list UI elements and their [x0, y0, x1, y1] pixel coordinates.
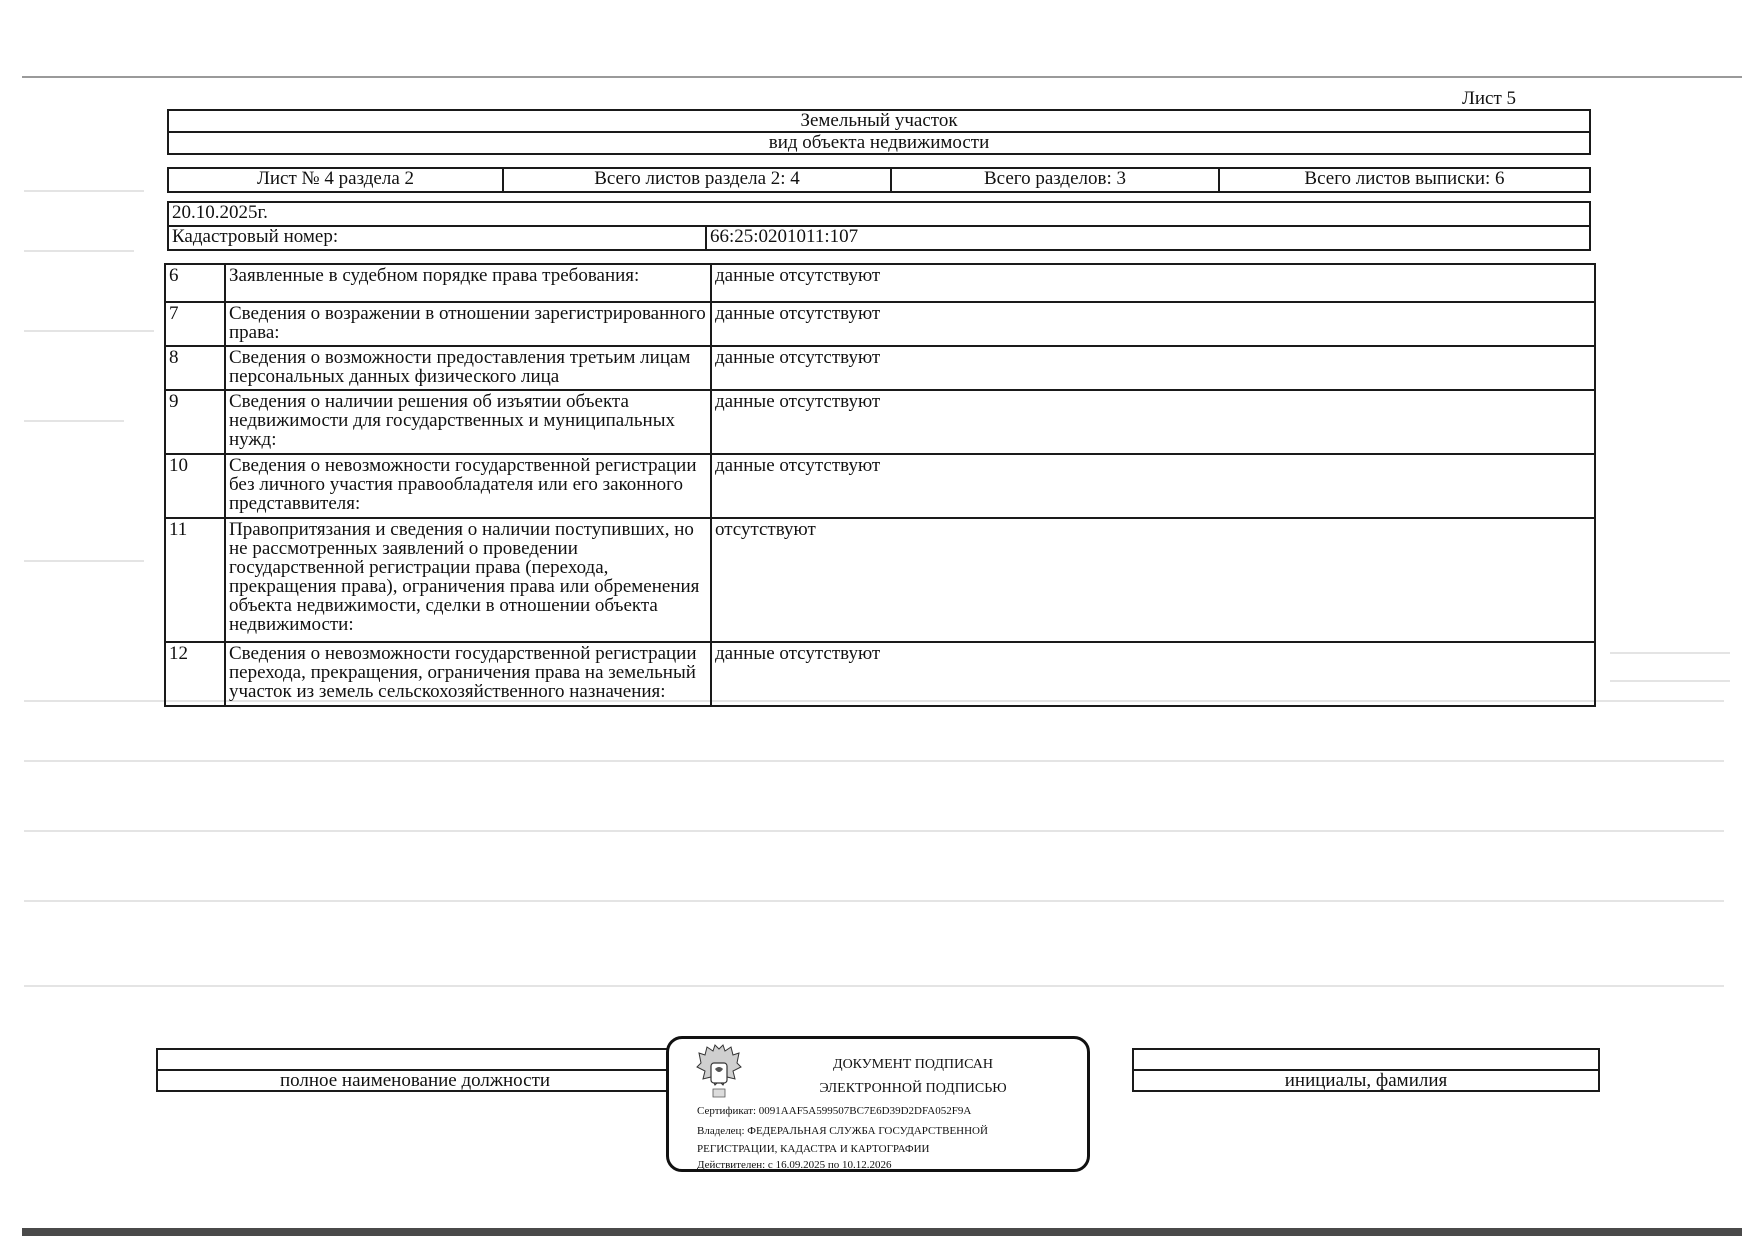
row-number: 7 — [165, 302, 225, 346]
table-row — [165, 390, 1595, 454]
stamp-title-line2: ЭЛЕКТРОННОЙ ПОДПИСЬЮ — [819, 1081, 1007, 1096]
total-sections: Всего разделов: 3 — [891, 168, 1219, 192]
row-number: 9 — [165, 390, 225, 454]
details-table — [164, 263, 1596, 707]
sheet-number: Лист 5 — [1462, 88, 1517, 109]
scan-edge-bottom — [22, 1228, 1742, 1236]
table-row — [165, 518, 1595, 642]
stamp-validity: Действителен: с 16.09.2025 по 10.12.2026 — [697, 1159, 892, 1171]
row-label: Сведения о невозможности государственной регистрации перехода, прекращения, ограничения права на земельный участок из земель сельскохозяйственного назначения: — [225, 642, 711, 706]
initials-caption: инициалы, фамилия — [1133, 1070, 1599, 1091]
row-label: Заявленные в судебном порядке права требования: — [225, 264, 711, 302]
identification-table — [167, 201, 1591, 251]
object-kind-caption: вид объекта недвижимости — [168, 132, 1590, 154]
bleed-through-line — [1610, 652, 1730, 654]
bleed-through-line — [24, 760, 1724, 762]
row-number: 11 — [165, 518, 225, 642]
stamp-certificate: Сертификат: 0091AAF5A599507BC7E6D39D2DFA052F9A — [697, 1105, 972, 1117]
cadastral-number-value: 66:25:0201011:107 — [706, 226, 1590, 250]
row-value: данные отсутствуют — [711, 642, 1595, 706]
row-value: данные отсутствуют — [711, 454, 1595, 518]
row-number: 12 — [165, 642, 225, 706]
row-value: данные отсутствуют — [711, 264, 1595, 302]
initials-blank — [1133, 1049, 1599, 1070]
table-row — [165, 302, 1595, 346]
row-value: отсутствуют — [711, 518, 1595, 642]
bleed-through-line — [1610, 680, 1730, 682]
row-number: 10 — [165, 454, 225, 518]
object-name: Земельный участок — [168, 110, 1590, 132]
row-label: Сведения о невозможности государственной регистрации без личного участия правообладателя или его законного представвителя: — [225, 454, 711, 518]
sheet-counts-table — [167, 167, 1591, 193]
scan-edge-top — [22, 76, 1742, 78]
double-headed-eagle-emblem-icon — [695, 1043, 743, 1099]
position-caption: полное наименование должности — [157, 1070, 673, 1091]
row-value: данные отсутствуют — [711, 390, 1595, 454]
bleed-through-line — [24, 560, 144, 562]
row-label: Сведения о возражении в отношении зарегистрированного права: — [225, 302, 711, 346]
stamp-owner-line1: Владелец: ФЕДЕРАЛЬНАЯ СЛУЖБА ГОСУДАРСТВЕННОЙ — [697, 1125, 988, 1137]
row-number: 6 — [165, 264, 225, 302]
position-blank — [157, 1049, 673, 1070]
sheet-of-section: Лист № 4 раздела 2 — [168, 168, 503, 192]
bleed-through-line — [24, 250, 134, 252]
row-label: Правопритязания и сведения о наличии поступивших, но не рассмотренных заявлений о проведении государственной регистрации права (перехода, прекращения права), ограничения права или обременения объекта недвижимости, сделки в отношении объекта недвижимости: — [225, 518, 711, 642]
extract-date: 20.10.2025г. — [168, 202, 1590, 226]
row-value: данные отсутствуют — [711, 346, 1595, 390]
row-number: 8 — [165, 346, 225, 390]
electronic-signature-stamp — [666, 1036, 1090, 1172]
row-label: Сведения о наличии решения об изъятии объекта недвижимости для государственных и муниципальных нужд: — [225, 390, 711, 454]
bleed-through-line — [24, 330, 154, 332]
bleed-through-line — [24, 420, 124, 422]
object-type-table — [167, 109, 1591, 155]
stamp-title-line1: ДОКУМЕНТ ПОДПИСАН — [833, 1057, 993, 1072]
table-row — [165, 346, 1595, 390]
bleed-through-line — [24, 190, 144, 192]
total-sheets-extract: Всего листов выписки: 6 — [1219, 168, 1590, 192]
total-sheets-section: Всего листов раздела 2: 4 — [503, 168, 891, 192]
row-label: Сведения о возможности предоставления третьим лицам персональных данных физического лица — [225, 346, 711, 390]
cadastral-number-label: Кадастровый номер: — [168, 226, 706, 250]
bleed-through-line — [24, 900, 1724, 902]
stamp-owner-line2: РЕГИСТРАЦИИ, КАДАСТРА И КАРТОГРАФИИ — [697, 1143, 930, 1155]
table-row — [165, 642, 1595, 706]
table-row — [165, 264, 1595, 302]
bleed-through-line — [24, 985, 1724, 987]
row-value: данные отсутствуют — [711, 302, 1595, 346]
table-row — [165, 454, 1595, 518]
bleed-through-line — [24, 830, 1724, 832]
